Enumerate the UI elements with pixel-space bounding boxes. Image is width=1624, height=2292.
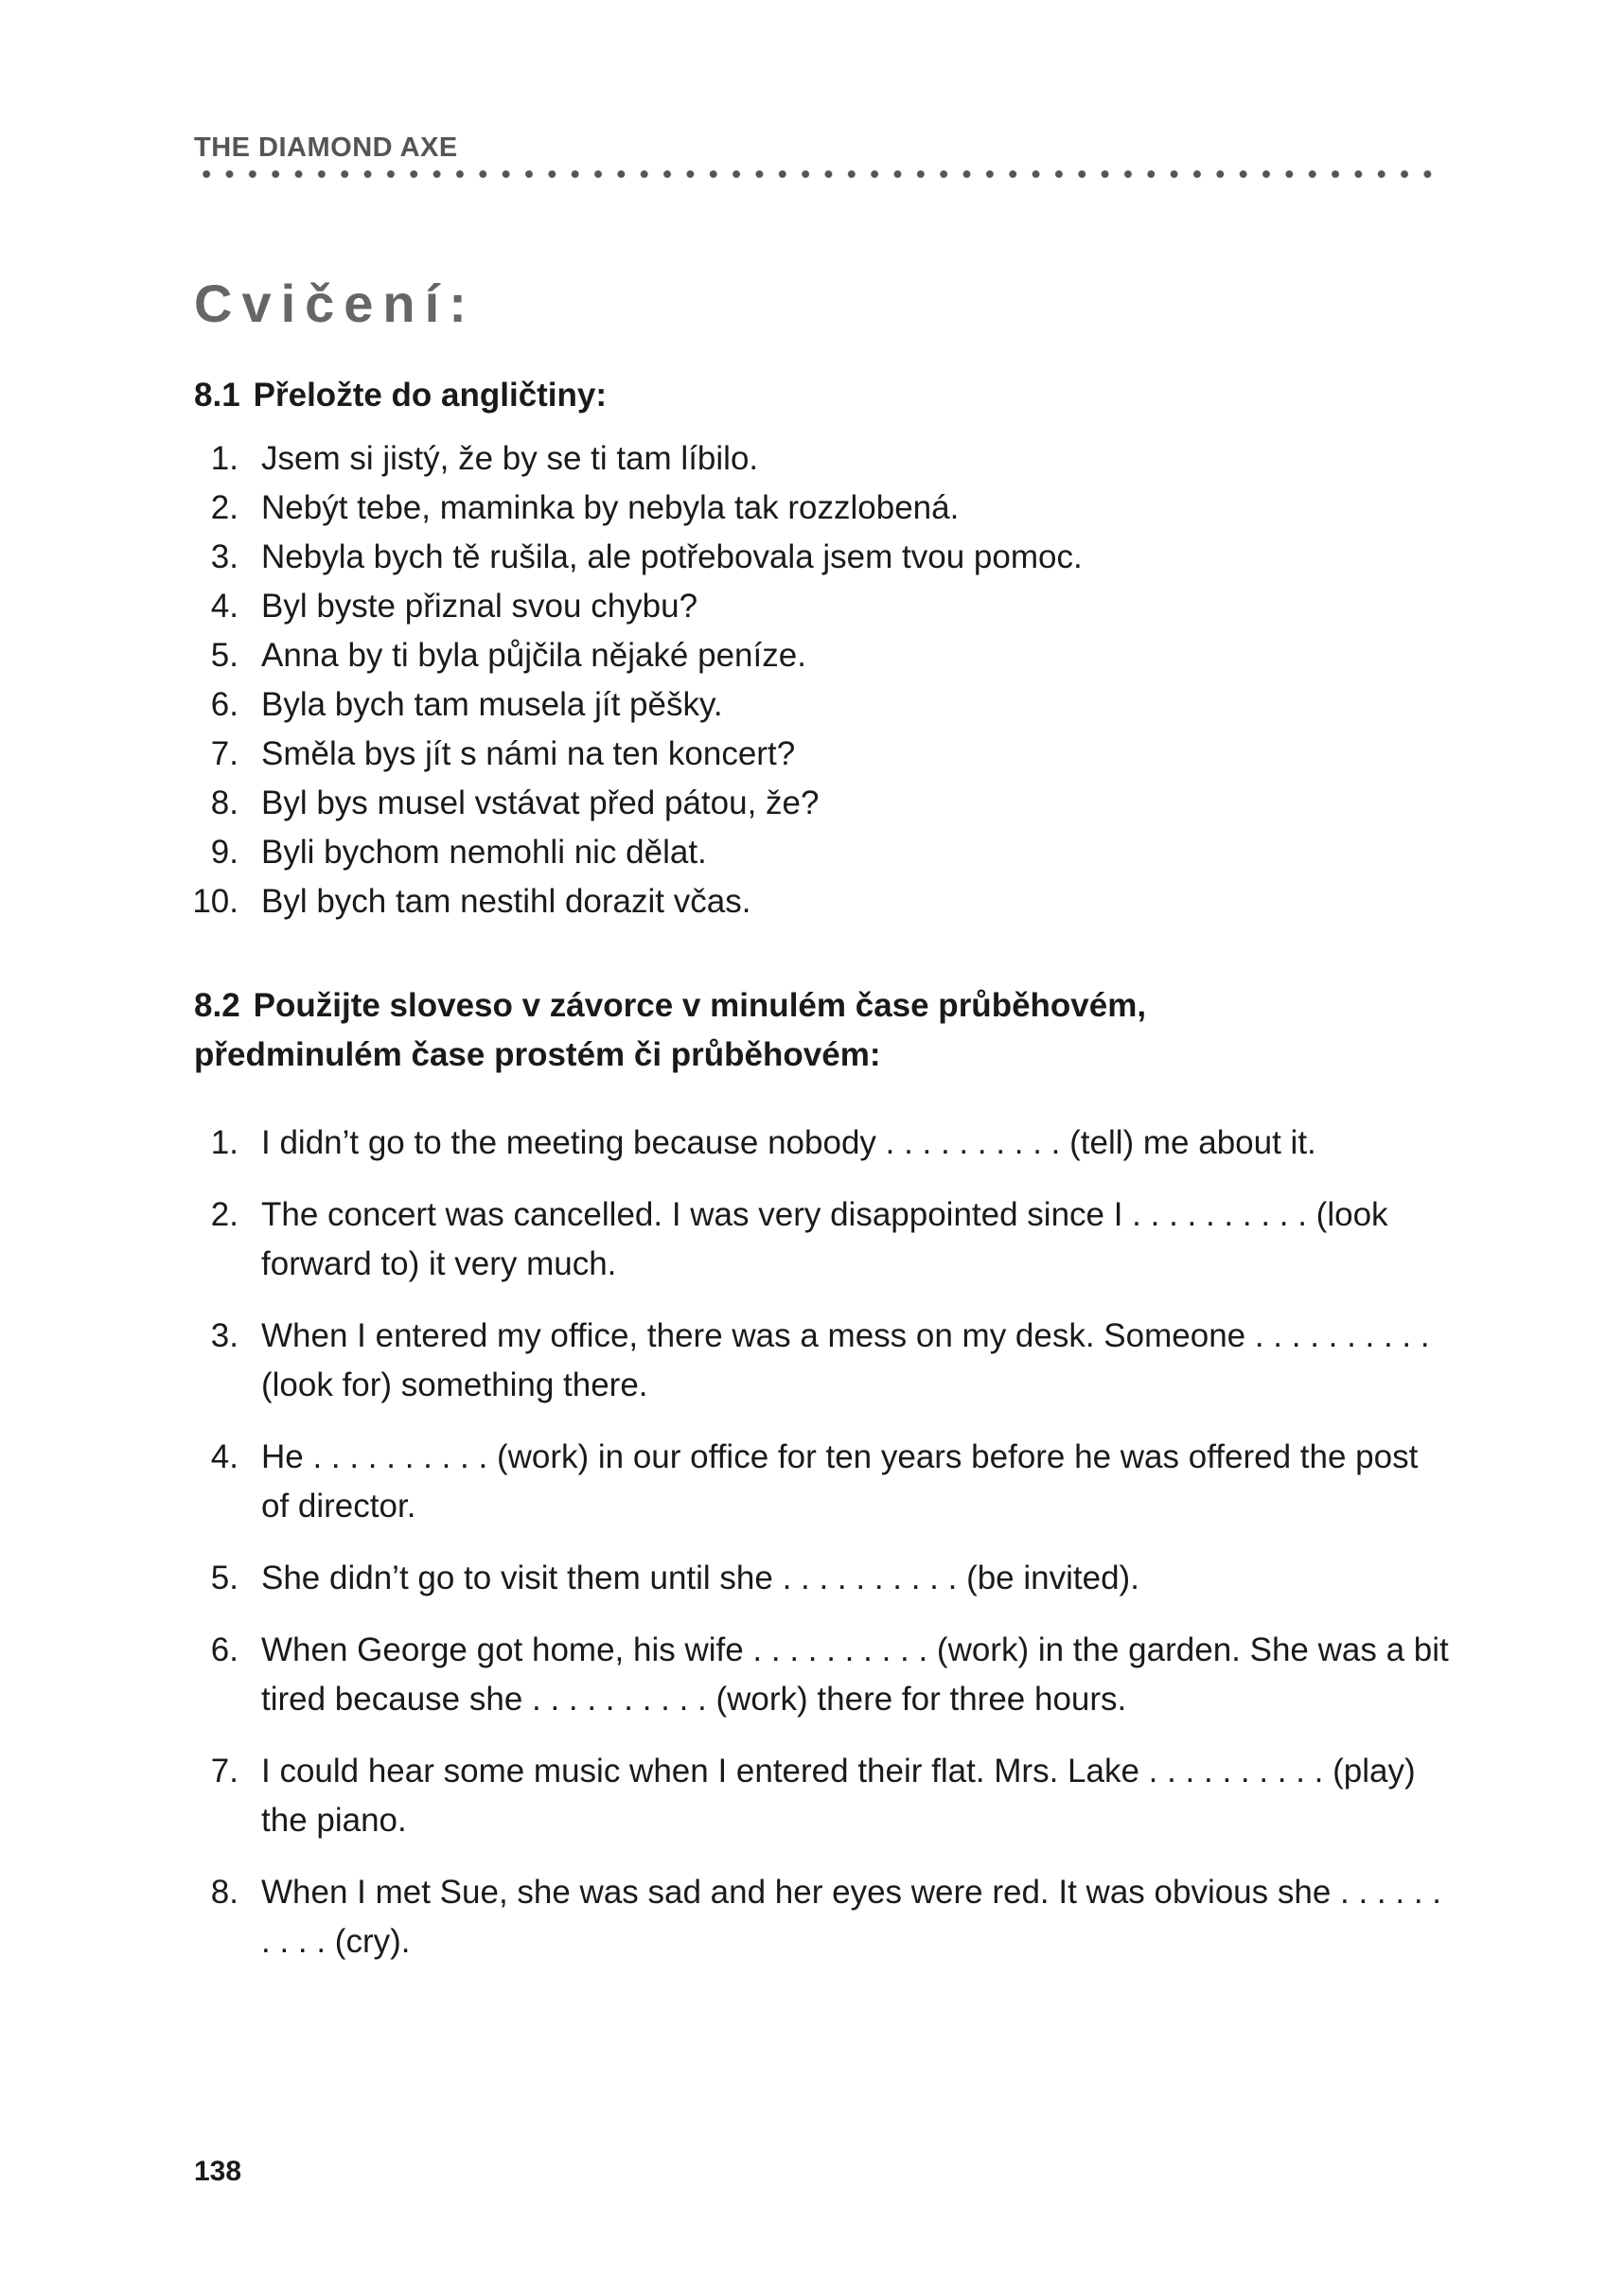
list-item — [0, 1747, 1454, 1845]
item-text: She didn’t go to visit them until she . . . . . . . . . . (be invited). — [261, 1560, 1139, 1596]
list-item — [0, 1190, 1454, 1289]
item-text: The concert was cancelled. I was very disappointed since I . . . . . . . . . . (look forward to) it very much. — [261, 1196, 1388, 1282]
item-number: 6. — [210, 1631, 238, 1668]
item-text: Nebyla bych tě rušila, ale potřebovala jsem tvou pomoc. — [261, 538, 1083, 575]
list-item — [0, 828, 1454, 877]
item-text: Směla bys jít s námi na ten koncert? — [261, 735, 796, 772]
item-number: 8. — [210, 1874, 238, 1911]
list-item — [0, 434, 1454, 484]
list-item — [0, 1868, 1454, 1966]
item-text: Byl bych tam nestihl dorazit včas. — [261, 883, 751, 920]
item-number: 7. — [210, 1753, 238, 1790]
item-text: Nebýt tebe, maminka by nebyla tak rozzlobená. — [261, 489, 960, 526]
list-item — [0, 631, 1454, 680]
list-item — [0, 680, 1454, 730]
list-item — [0, 1119, 1454, 1168]
list-item — [0, 779, 1454, 828]
section-title-line-2: předminulém čase prostém či průběhovém: — [194, 1036, 881, 1073]
item-number: 2. — [210, 1196, 238, 1233]
item-text: He . . . . . . . . . . (work) in our office for ten years before he was offered the post of director. — [261, 1438, 1419, 1525]
section-title-line-1: Použijte sloveso v závorce v minulém čase průběhovém, — [253, 987, 1147, 1024]
list-item — [0, 877, 1454, 926]
item-number: 4. — [210, 1438, 238, 1475]
section-number: 8.2 — [194, 987, 240, 1024]
page-number: 138 — [194, 2156, 242, 2187]
item-number: 7. — [210, 735, 238, 772]
list-item — [0, 533, 1454, 582]
section-number: 8.1 — [194, 377, 240, 414]
item-number: 4. — [210, 588, 238, 625]
exercise-list-8-1 — [0, 434, 1454, 926]
list-item — [0, 1626, 1454, 1724]
exercise-list-8-2 — [0, 1119, 1454, 1989]
item-number: 6. — [210, 686, 238, 723]
item-number: 10. — [192, 883, 238, 920]
item-number: 8. — [210, 785, 238, 821]
section-heading-8-1 — [194, 371, 607, 420]
item-number: 2. — [210, 489, 238, 526]
item-text: Jsem si jistý, že by se ti tam líbilo. — [261, 440, 759, 477]
item-text: I didn’t go to the meeting because nobody . . . . . . . . . . (tell) me about it. — [261, 1124, 1316, 1161]
item-text: Byl byste přiznal svou chybu? — [261, 588, 698, 625]
item-number: 5. — [210, 637, 238, 674]
list-item — [0, 1433, 1454, 1531]
chapter-title: Cvičení: — [194, 273, 476, 333]
item-number: 5. — [210, 1560, 238, 1596]
item-number: 3. — [210, 538, 238, 575]
item-text: Byl bys musel vstávat před pátou, že? — [261, 785, 820, 821]
dotted-divider — [195, 168, 1440, 180]
item-text: When George got home, his wife . . . . . . . . . . (work) in the garden. She was a bit tired because she . . . . . . . . . . (work) there for three hours. — [261, 1631, 1449, 1718]
item-text: Byli bychom nemohli nic dělat. — [261, 834, 707, 871]
item-number: 1. — [210, 440, 238, 477]
section-heading-8-2 — [194, 981, 1146, 1080]
section-title: Přeložte do angličtiny: — [253, 377, 608, 414]
item-text: I could hear some music when I entered their flat. Mrs. Lake . . . . . . . . . . (play) the piano. — [261, 1753, 1416, 1839]
item-number: 9. — [210, 834, 238, 871]
list-item — [0, 484, 1454, 533]
list-item — [0, 582, 1454, 631]
item-number: 1. — [210, 1124, 238, 1161]
item-text: Anna by ti byla půjčila nějaké peníze. — [261, 637, 806, 674]
item-number: 3. — [210, 1317, 238, 1354]
running-header-title: THE DIAMOND AXE — [194, 132, 458, 163]
item-text: When I entered my office, there was a mess on my desk. Someone . . . . . . . . . . (look for) something there. — [261, 1317, 1430, 1403]
list-item — [0, 1312, 1454, 1410]
item-text: Byla bych tam musela jít pěšky. — [261, 686, 723, 723]
list-item — [0, 1554, 1454, 1603]
item-text: When I met Sue, she was sad and her eyes were red. It was obvious she . . . . . . . . . . (cry). — [261, 1874, 1441, 1960]
list-item — [0, 730, 1454, 779]
